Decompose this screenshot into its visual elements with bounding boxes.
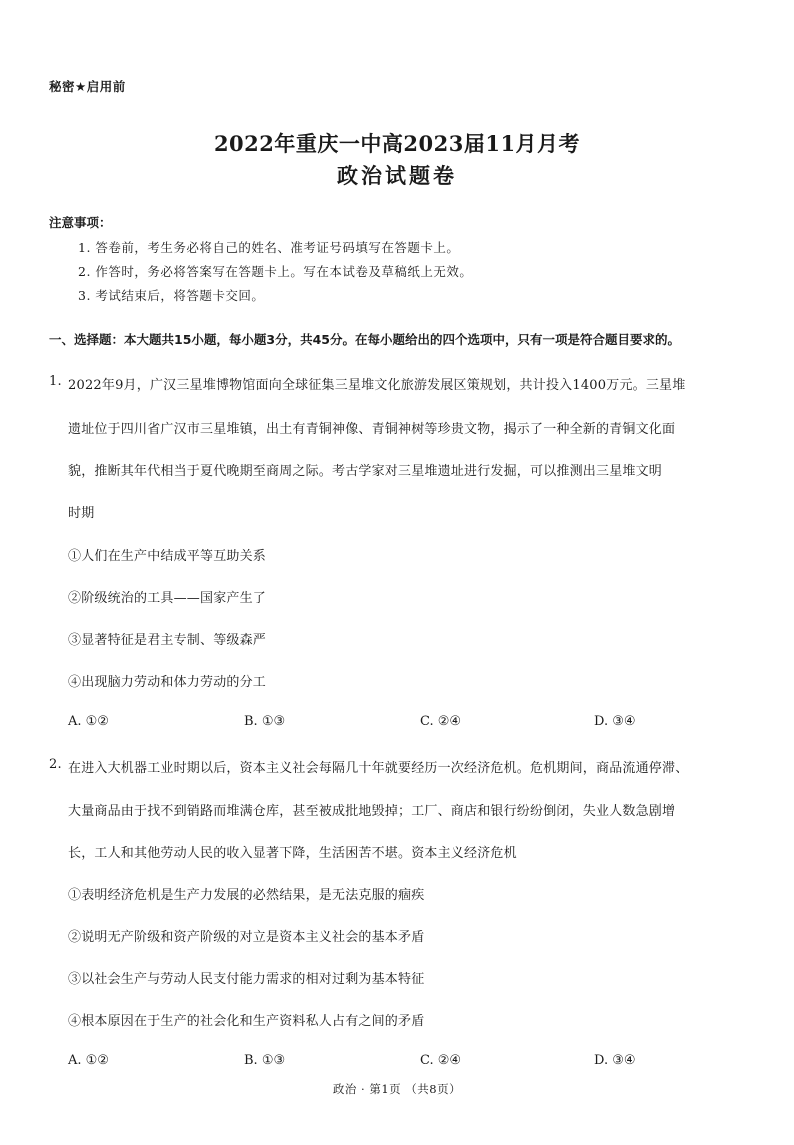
statement-option: ①人们在生产中结成平等互助关系 xyxy=(68,549,267,564)
answer-choice-a: A. ①② xyxy=(68,714,109,729)
answer-choice-d: D. ③④ xyxy=(594,1053,636,1068)
question-line: 2022年9月，广汉三星堆博物馆面向全球征集三星堆文化旅游发展区策规划，共计投入1400万元。三星堆 xyxy=(68,378,686,393)
statement-option: ②说明无产阶级和资产阶级的对立是资本主义社会的基本矛盾 xyxy=(68,930,425,945)
statement-option: ①表明经济危机是生产力发展的必然结果，是无法克服的痼疾 xyxy=(68,888,425,903)
page-footer: 政治 · 第1页 （共8页） xyxy=(332,1082,462,1096)
notice-item: 1. 答卷前，考生务必将自己的姓名、准考证号码填写在答题卡上。 xyxy=(78,240,460,255)
secret-label: 秘密★启用前 xyxy=(49,79,126,94)
notice-item: 2. 作答时，务必将答案写在答题卡上。写在本试卷及草稿纸上无效。 xyxy=(78,264,473,279)
statement-option: ④出现脑力劳动和体力劳动的分工 xyxy=(68,675,267,690)
question-number: 2. xyxy=(49,757,62,772)
statement-option: ③以社会生产与劳动人民支付能力需求的相对过剩为基本特征 xyxy=(68,972,425,987)
question-line: 时期 xyxy=(68,506,95,521)
notice-item: 3. 考试结束后，将答题卡交回。 xyxy=(78,288,265,303)
answer-choice-c: C. ②④ xyxy=(420,714,462,729)
section-heading: 一、选择题：本大题共15小题，每小题3分，共45分。在每小题给出的四个选项中，只有一项是符合题目要求的。 xyxy=(49,332,680,347)
statement-option: ③显著特征是君主专制、等级森严 xyxy=(68,633,267,648)
question-line: 在进入大机器工业时期以后，资本主义社会每隔几十年就要经历一次经济危机。危机期间，商品流通停滞、 xyxy=(68,761,689,776)
answer-choice-d: D. ③④ xyxy=(594,714,636,729)
answer-choice-b: B. ①③ xyxy=(244,1053,286,1068)
answer-choice-b: B. ①③ xyxy=(244,714,286,729)
exam-subtitle: 政治试题卷 xyxy=(337,163,457,188)
question-line: 遗址位于四川省广汉市三星堆镇，出土有青铜神像、青铜神树等珍贵文物，揭示了一种全新的青铜文化面 xyxy=(68,422,676,437)
question-line: 长，工人和其他劳动人民的收入显著下降，生活困苦不堪。资本主义经济危机 xyxy=(68,846,517,861)
notice-heading: 注意事项： xyxy=(49,215,112,230)
question-line: 大量商品由于找不到销路而堆满仓库，甚至被成批地毁掉；工厂、商店和银行纷纷倒闭，失业人数急剧增 xyxy=(68,804,676,819)
question-line: 貌，推断其年代相当于夏代晚期至商周之际。考古学家对三星堆遗址进行发掘，可以推测出三星堆文明 xyxy=(68,464,663,479)
statement-option: ④根本原因在于生产的社会化和生产资料私人占有之间的矛盾 xyxy=(68,1014,425,1029)
answer-choice-a: A. ①② xyxy=(68,1053,109,1068)
statement-option: ②阶级统治的工具——国家产生了 xyxy=(68,591,267,606)
question-number: 1. xyxy=(49,374,62,389)
answer-choice-c: C. ②④ xyxy=(420,1053,462,1068)
exam-title: 2022年重庆一中高2023届11月月考 xyxy=(213,131,581,156)
